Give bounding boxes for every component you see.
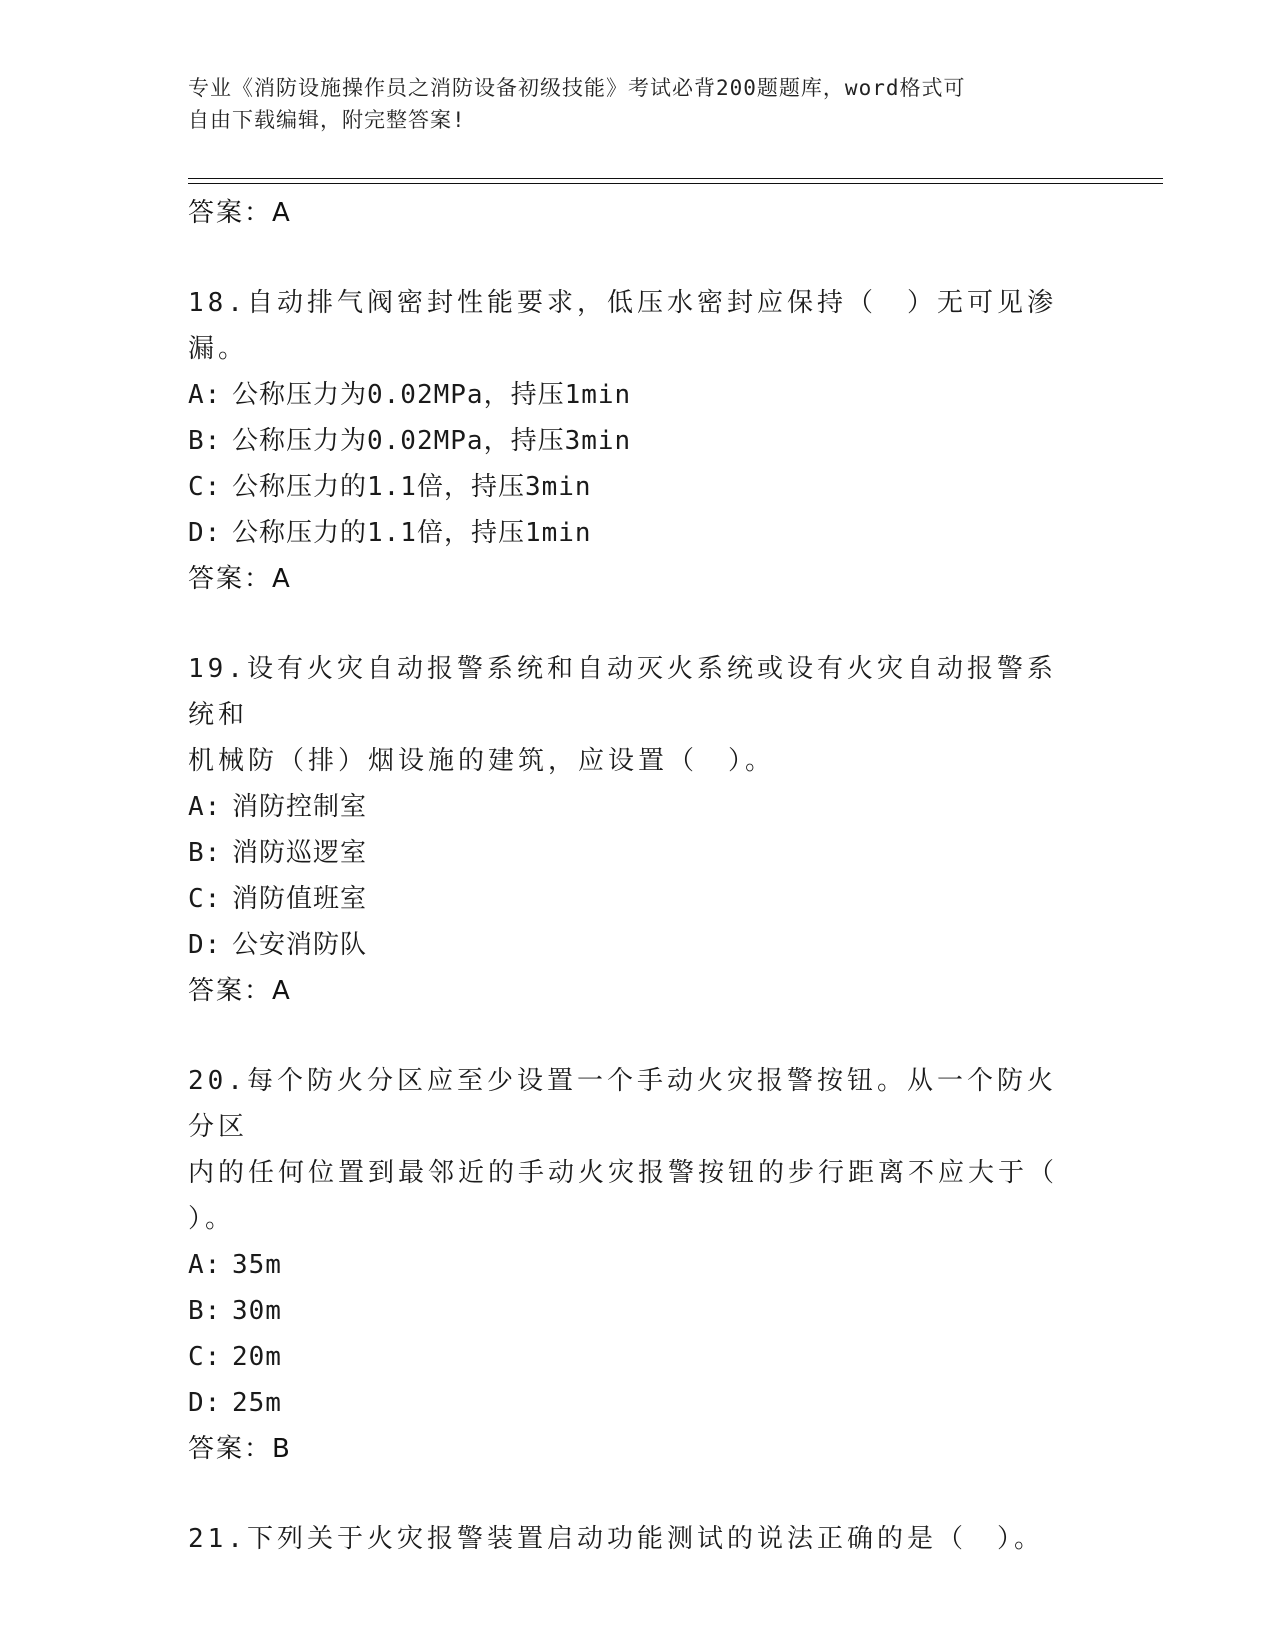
answer-line: 答案：A xyxy=(188,198,292,228)
option-letter: B: xyxy=(188,426,222,456)
option-c xyxy=(188,876,1088,922)
answer-line: 答案：A xyxy=(188,976,292,1006)
question-21 xyxy=(188,1516,1088,1562)
option-text: 公称压力的1.1倍，持压3min xyxy=(232,472,592,502)
option-letter: C: xyxy=(188,884,222,914)
question-text-line-3: ）。 xyxy=(188,1204,236,1234)
option-text: 30m xyxy=(232,1296,282,1326)
header-line-1: 专业《消防设施操作员之消防设备初级技能》考试必背200题题库，word格式可 xyxy=(188,76,966,100)
question-text-line-2: 机械防（排）烟设施的建筑，应设置（ ）。 xyxy=(188,746,776,776)
option-text: 35m xyxy=(232,1250,282,1280)
answer-line: 答案：A xyxy=(188,564,292,594)
option-d xyxy=(188,922,1088,968)
option-text: 公安消防队 xyxy=(232,930,368,960)
option-a xyxy=(188,372,1088,418)
question-19 xyxy=(188,646,1088,1014)
option-letter: B: xyxy=(188,1296,222,1326)
answer-line: 答案：B xyxy=(188,1434,292,1464)
document-body xyxy=(188,190,1088,1562)
option-d xyxy=(188,1380,1088,1426)
option-c xyxy=(188,464,1088,510)
option-letter: D: xyxy=(188,1388,222,1418)
question-text-line-1: 20.每个防火分区应至少设置一个手动火灾报警按钮。从一个防火分区 xyxy=(188,1066,1057,1142)
page-header xyxy=(188,72,1088,136)
option-letter: A: xyxy=(188,380,222,410)
question-text: 21.下列关于火灾报警装置启动功能测试的说法正确的是（ ）。 xyxy=(188,1524,1044,1554)
option-b xyxy=(188,1288,1088,1334)
option-text: 公称压力为0.02MPa，持压1min xyxy=(232,380,632,410)
option-d xyxy=(188,510,1088,556)
question-text-line-2: 内的任何位置到最邻近的手动火灾报警按钮的步行距离不应大于（ xyxy=(188,1158,1059,1188)
option-letter: D: xyxy=(188,930,222,960)
option-text: 20m xyxy=(232,1342,282,1372)
option-letter: A: xyxy=(188,792,222,822)
question-20 xyxy=(188,1058,1088,1472)
option-text: 25m xyxy=(232,1388,282,1418)
question-text-line-1: 19.设有火灾自动报警系统和自动灭火系统或设有火灾自动报警系统和 xyxy=(188,654,1057,730)
option-b xyxy=(188,418,1088,464)
option-a xyxy=(188,1242,1088,1288)
header-divider-bottom xyxy=(188,183,1163,184)
question-text: 18.自动排气阀密封性能要求，低压水密封应保持（ ）无可见渗漏。 xyxy=(188,288,1057,364)
option-text: 公称压力的1.1倍，持压1min xyxy=(232,518,592,548)
option-letter: D: xyxy=(188,518,222,548)
option-letter: B: xyxy=(188,838,222,868)
header-divider-top xyxy=(188,178,1163,179)
option-letter: A: xyxy=(188,1250,222,1280)
option-b xyxy=(188,830,1088,876)
option-c xyxy=(188,1334,1088,1380)
option-text: 消防控制室 xyxy=(232,792,368,822)
option-text: 消防值班室 xyxy=(232,884,368,914)
option-text: 消防巡逻室 xyxy=(232,838,368,868)
option-text: 公称压力为0.02MPa，持压3min xyxy=(232,426,632,456)
header-line-2: 自由下载编辑，附完整答案! xyxy=(188,108,466,132)
question-18 xyxy=(188,280,1088,602)
option-letter: C: xyxy=(188,1342,222,1372)
option-letter: C: xyxy=(188,472,222,502)
option-a xyxy=(188,784,1088,830)
